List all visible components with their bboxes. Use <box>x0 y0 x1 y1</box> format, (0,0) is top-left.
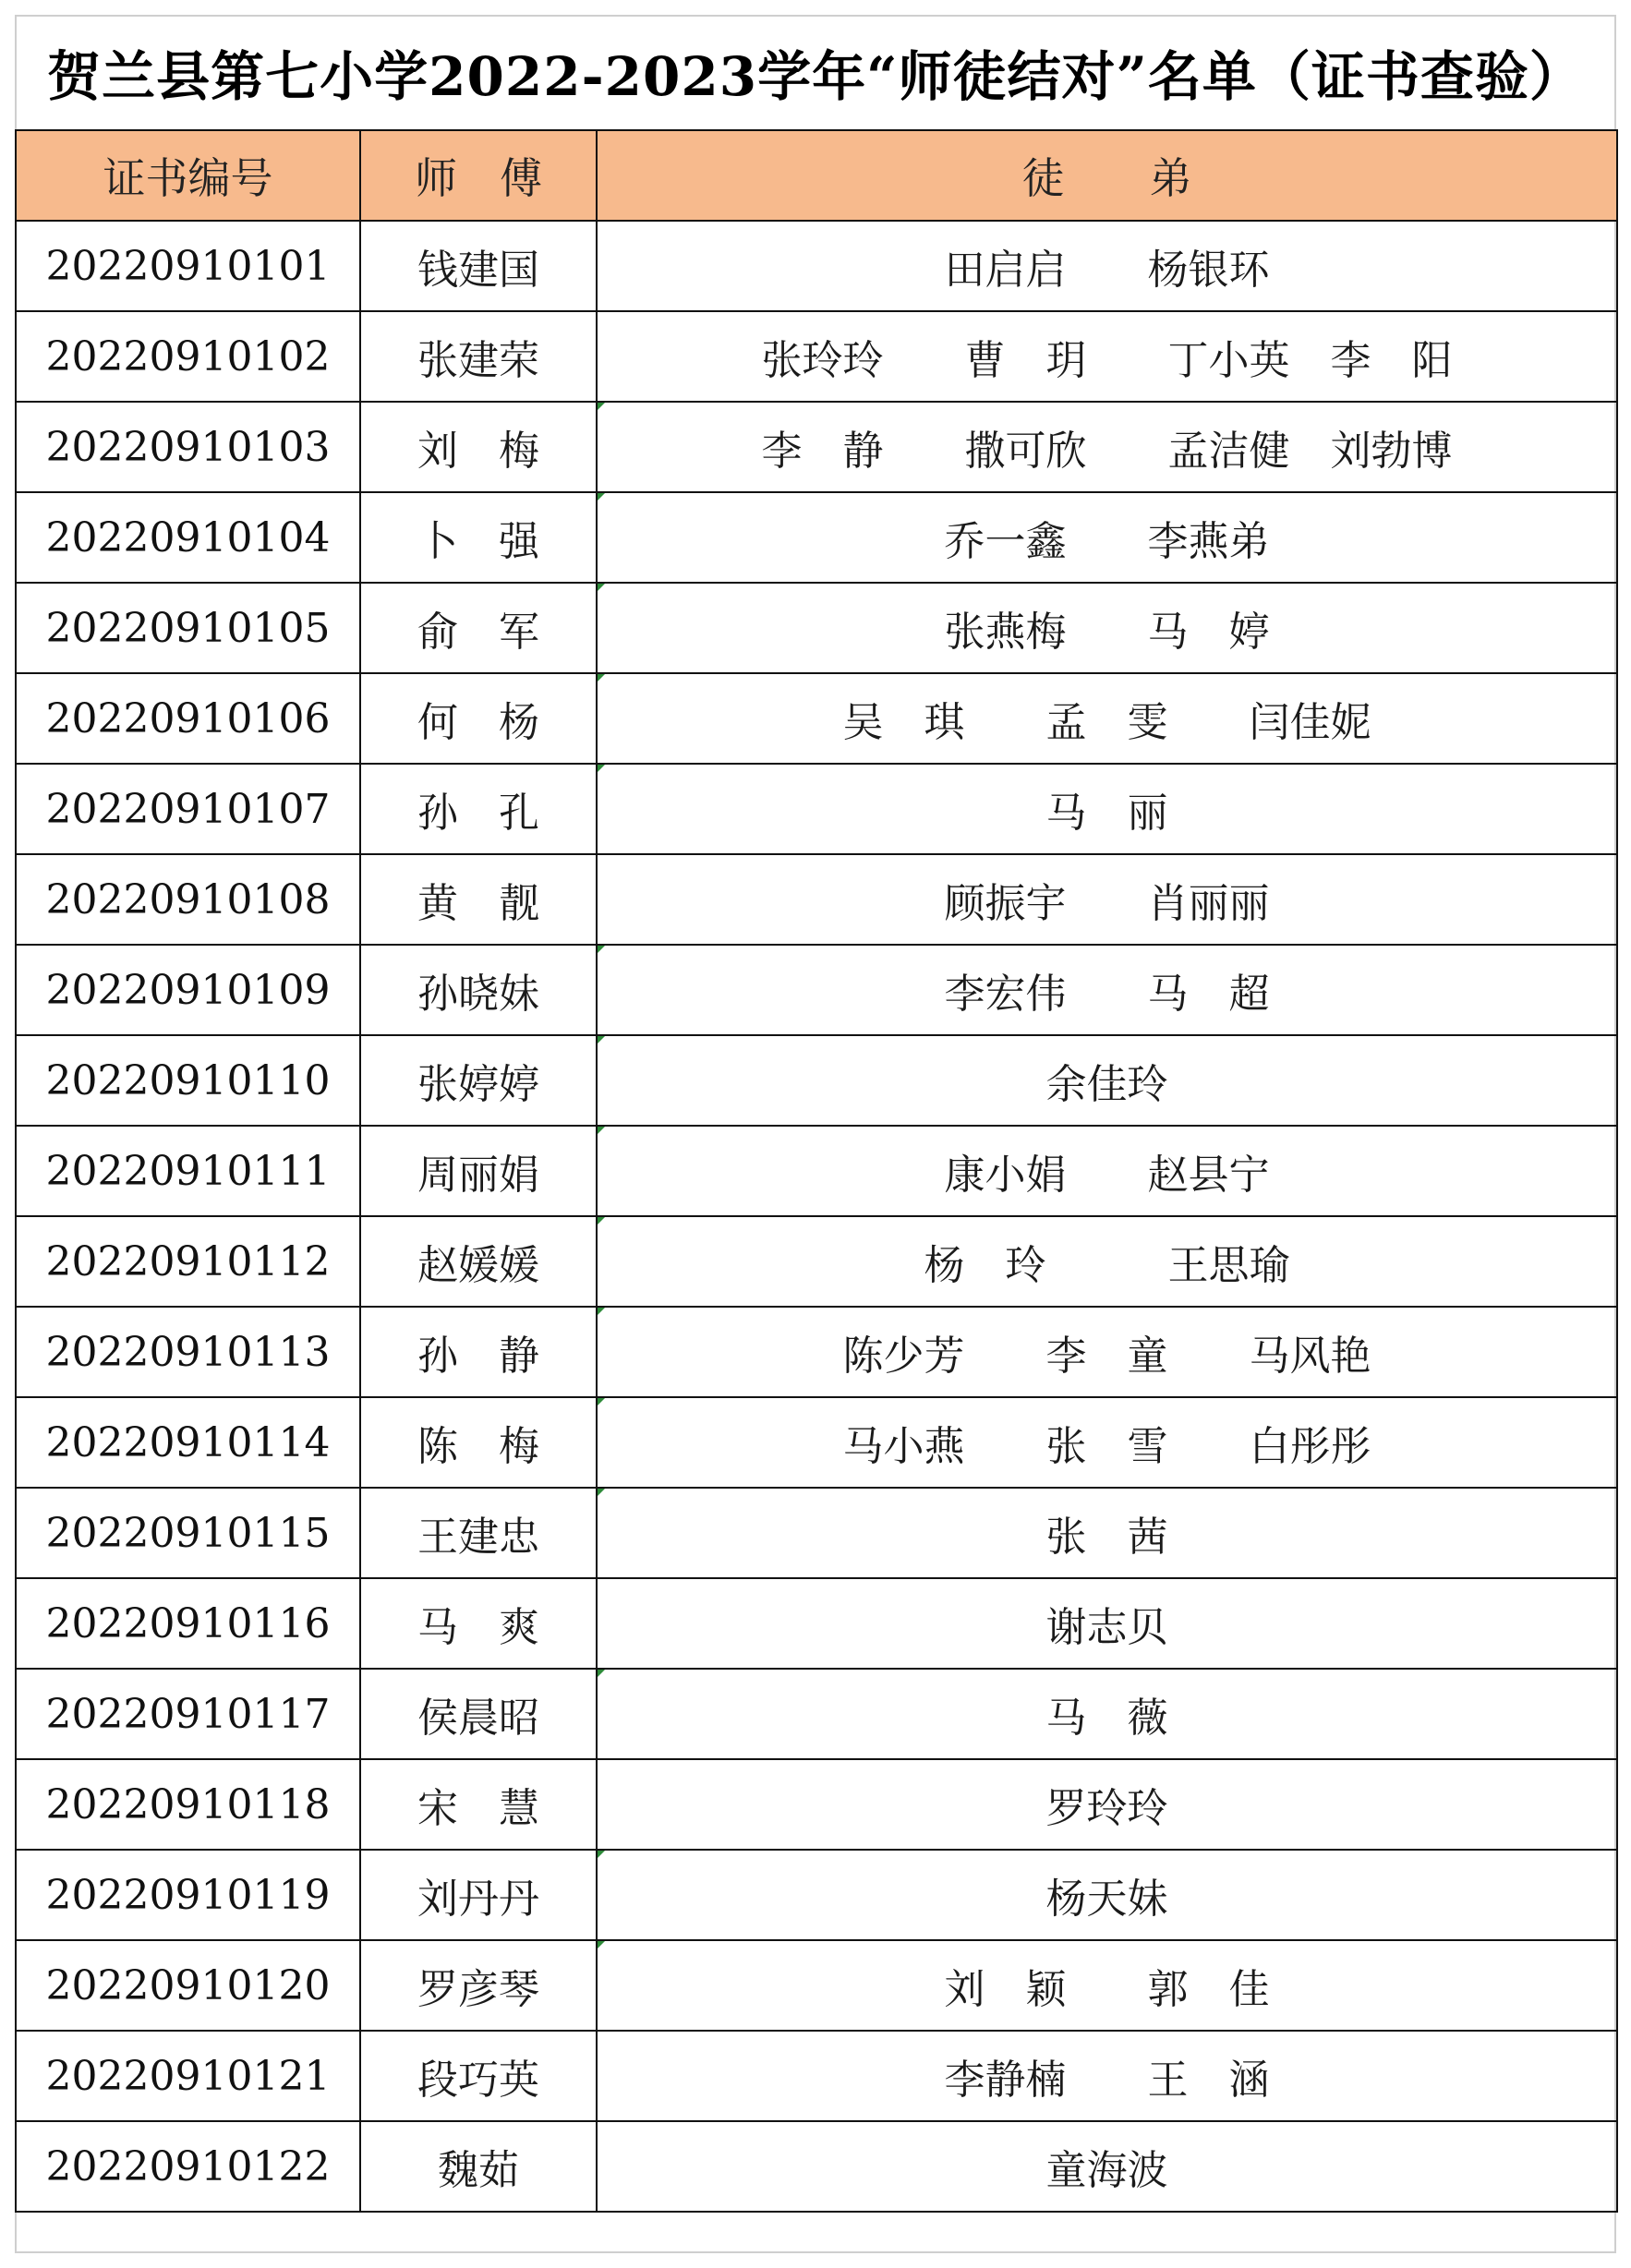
master-name: 罗彦琴 <box>360 1940 597 2031</box>
apprentice-names: 马 丽 <box>597 764 1617 854</box>
master-name: 钱建国 <box>360 221 597 311</box>
master-name: 张建荣 <box>360 311 597 402</box>
column-header-certificate-id: 证书编号 <box>16 130 360 221</box>
master-name: 宋 慧 <box>360 1759 597 1850</box>
certificate-id: 20220910107 <box>16 764 360 854</box>
certificate-id: 20220910119 <box>16 1850 360 1940</box>
apprentice-names: 顾振宇 肖丽丽 <box>597 854 1617 945</box>
master-name: 侯晨昭 <box>360 1669 597 1759</box>
apprentice-names: 李静楠 王 涵 <box>597 2031 1617 2121</box>
apprentice-names: 李宏伟 马 超 <box>597 945 1617 1035</box>
table-row <box>16 1488 1617 1578</box>
mentor-roster-table <box>15 129 1618 2213</box>
master-name: 王建忠 <box>360 1488 597 1578</box>
apprentice-names: 李 静 撒可欣 孟洁健 刘勃博 <box>597 402 1617 492</box>
master-name: 赵媛媛 <box>360 1216 597 1307</box>
master-name: 刘 梅 <box>360 402 597 492</box>
certificate-id: 20220910113 <box>16 1307 360 1397</box>
table-row <box>16 1578 1617 1669</box>
table-row <box>16 1850 1617 1940</box>
certificate-id: 20220910104 <box>16 492 360 583</box>
table-row <box>16 1307 1617 1397</box>
certificate-id: 20220910109 <box>16 945 360 1035</box>
certificate-id: 20220910102 <box>16 311 360 402</box>
certificate-id: 20220910116 <box>16 1578 360 1669</box>
certificate-id: 20220910120 <box>16 1940 360 2031</box>
master-name: 孙 静 <box>360 1307 597 1397</box>
apprentice-names: 马 薇 <box>597 1669 1617 1759</box>
master-name: 黄 靓 <box>360 854 597 945</box>
table-row <box>16 854 1617 945</box>
apprentice-names: 谢志贝 <box>597 1578 1617 1669</box>
table-row <box>16 1216 1617 1307</box>
certificate-id: 20220910111 <box>16 1126 360 1216</box>
page-title: 贺兰县第七小学2022-2023学年“师徒结对”名单（证书查验） <box>47 45 1584 108</box>
certificate-id: 20220910101 <box>16 221 360 311</box>
master-name: 张婷婷 <box>360 1035 597 1126</box>
table-row <box>16 221 1617 311</box>
master-name: 何 杨 <box>360 673 597 764</box>
apprentice-names: 刘 颖 郭 佳 <box>597 1940 1617 2031</box>
certificate-id: 20220910106 <box>16 673 360 764</box>
certificate-id: 20220910117 <box>16 1669 360 1759</box>
apprentice-names: 陈少芳 李 童 马风艳 <box>597 1307 1617 1397</box>
table-row <box>16 1397 1617 1488</box>
table-row <box>16 1126 1617 1216</box>
certificate-id: 20220910121 <box>16 2031 360 2121</box>
apprentice-names: 罗玲玲 <box>597 1759 1617 1850</box>
column-header-master: 师 傅 <box>360 130 597 221</box>
certificate-id: 20220910122 <box>16 2121 360 2212</box>
table-row <box>16 583 1617 673</box>
apprentice-names: 余佳玲 <box>597 1035 1617 1126</box>
master-name: 周丽娟 <box>360 1126 597 1216</box>
certificate-id: 20220910103 <box>16 402 360 492</box>
table-row <box>16 402 1617 492</box>
master-name: 马 爽 <box>360 1578 597 1669</box>
apprentice-names: 张燕梅 马 婷 <box>597 583 1617 673</box>
table-row <box>16 492 1617 583</box>
certificate-id: 20220910115 <box>16 1488 360 1578</box>
apprentice-names: 康小娟 赵县宁 <box>597 1126 1617 1216</box>
table-row <box>16 1759 1617 1850</box>
master-name: 刘丹丹 <box>360 1850 597 1940</box>
apprentice-names: 乔一鑫 李燕弟 <box>597 492 1617 583</box>
table-row <box>16 1035 1617 1126</box>
apprentice-names: 杨天妹 <box>597 1850 1617 1940</box>
master-name: 俞 军 <box>360 583 597 673</box>
master-name: 孙晓妹 <box>360 945 597 1035</box>
apprentice-names: 张 茜 <box>597 1488 1617 1578</box>
header-row <box>16 130 1617 221</box>
apprentice-names: 田启启 杨银环 <box>597 221 1617 311</box>
apprentice-names: 张玲玲 曹 玥 丁小英 李 阳 <box>597 311 1617 402</box>
certificate-id: 20220910108 <box>16 854 360 945</box>
master-name: 卜 强 <box>360 492 597 583</box>
table-row <box>16 311 1617 402</box>
apprentice-names: 吴 琪 孟 雯 闫佳妮 <box>597 673 1617 764</box>
table-row <box>16 764 1617 854</box>
table-row <box>16 1940 1617 2031</box>
certificate-id: 20220910114 <box>16 1397 360 1488</box>
master-name: 陈 梅 <box>360 1397 597 1488</box>
table-row <box>16 2031 1617 2121</box>
table-row <box>16 1669 1617 1759</box>
certificate-id: 20220910118 <box>16 1759 360 1850</box>
certificate-id: 20220910112 <box>16 1216 360 1307</box>
apprentice-names: 杨 玲 王思瑜 <box>597 1216 1617 1307</box>
column-header-apprentices: 徒 弟 <box>597 130 1617 221</box>
table-row <box>16 2121 1617 2212</box>
master-name: 段巧英 <box>360 2031 597 2121</box>
table-row <box>16 945 1617 1035</box>
certificate-id: 20220910110 <box>16 1035 360 1126</box>
apprentice-names: 马小燕 张 雪 白彤彤 <box>597 1397 1617 1488</box>
apprentice-names: 童海波 <box>597 2121 1617 2212</box>
master-name: 孙 孔 <box>360 764 597 854</box>
table-row <box>16 673 1617 764</box>
master-name: 魏茹 <box>360 2121 597 2212</box>
certificate-id: 20220910105 <box>16 583 360 673</box>
